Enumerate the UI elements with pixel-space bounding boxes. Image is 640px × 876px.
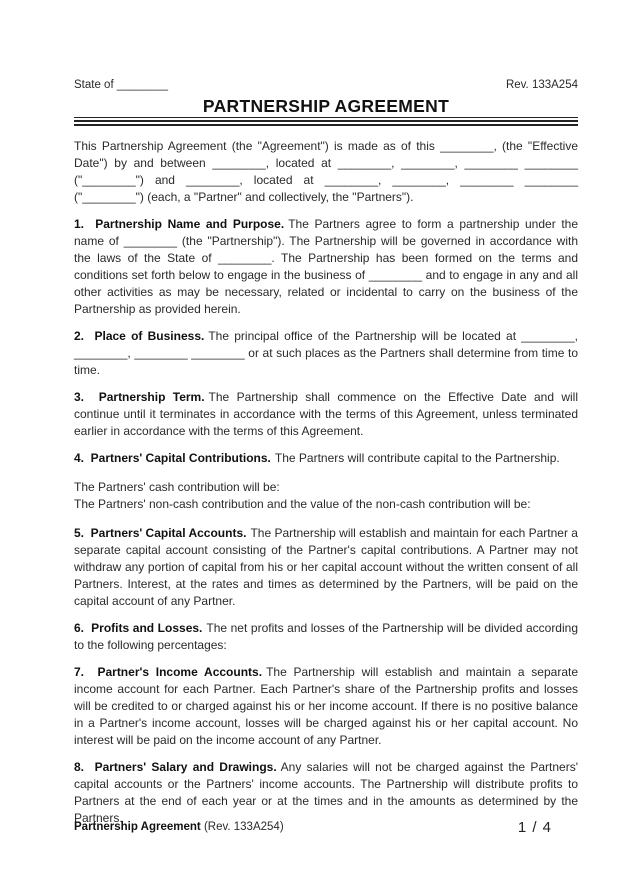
title-double-rule <box>74 120 578 126</box>
section-3-heading: 3. Partnership Term. <box>74 390 205 404</box>
section-7-partners-income-accounts <box>74 664 578 749</box>
section-6-profits-and-losses <box>74 620 578 654</box>
section-4-body: The Partners will contribute capital to the Partnership. <box>274 451 560 465</box>
section-1-partnership-name-and-purpose <box>74 216 578 318</box>
section-6-heading: 6. Profits and Losses. <box>74 621 203 635</box>
intro-paragraph: This Partnership Agreement (the "Agreement") is made as of this ________, (the "Effective Date") by and between ________, located at ________, ________, ________ ________ ("________") and ________, located at ________, ________, ________ ________ ("________") (each, a "Partner" and collectively, the "Partners"). <box>74 139 578 204</box>
section-2-place-of-business <box>74 328 578 379</box>
section-4-partners-capital-contributions <box>74 450 578 467</box>
footer-document-name: Partnership Agreement <box>74 821 201 833</box>
section-4-heading: 4. Partners' Capital Contributions. <box>74 451 271 465</box>
section-5-partners-capital-accounts <box>74 525 578 610</box>
section-8-partners-salary-and-drawings <box>74 759 578 827</box>
document-title: PARTNERSHIP AGREEMENT <box>74 97 578 118</box>
document-footer <box>74 820 578 835</box>
section-2-heading: 2. Place of Business. <box>74 329 205 343</box>
capital-contribution-lines <box>74 479 578 513</box>
footer-revision: (Rev. 133A254) <box>203 821 284 833</box>
revision-label: Rev. 133A254 <box>505 79 578 91</box>
section-1-body: The Partners agree to form a partnership under the name of ________ (the "Partnership"). The Partnership will be governed in accordance with the laws of the State of ________. The Partnership has been formed on the terms and conditions set forth below to engage in the business of ________ and to engage in any and all other activities as may be necessary, related or incidental to carry on the business of the Partnership as provided herein. <box>74 217 578 316</box>
section-3-partnership-term <box>74 389 578 440</box>
section-2-body: The principal office of the Partnership will be located at ________, ________, ________ ________ or at such places as the Partners shall determine from time to time. <box>74 329 579 377</box>
page-number: 1 / 4 <box>517 819 552 836</box>
section-8-body: Any salaries will not be charged against the Partners' capital accounts or the Partners' income accounts. The Partnership will distribute profits to Partners at the end of each year or at the times and in the amounts as determined by the Partners. <box>74 760 578 825</box>
section-7-body: The Partnership will establish and maintain a separate income account for each Partner. Each Partner's share of the Partnership profits and losses will be credited to or charged against his or her income account. If there is no positive balance in a Partner's income account, losses will be charged against his or her capital account. No interest will be paid on the income account of any Partner. <box>74 665 578 747</box>
section-5-body: The Partnership will establish and maintain for each Partner a separate capital account consisting of the Partner's capital contributions. A Partner may not withdraw any portion of capital from his or her capital account without the written consent of all Partners. Interest, at the rates and times as determined by the Partners, will be paid on the capital account of any Partner. <box>74 526 578 608</box>
section-3-body: The Partnership shall commence on the Effective Date and will continue until it terminates in accordance with the terms of this Agreement, unless terminated earlier in accordance with the terms of this Agreement. <box>74 390 579 438</box>
section-1-heading: 1. Partnership Name and Purpose. <box>74 217 285 231</box>
document-header <box>74 78 578 92</box>
section-7-heading: 7. Partner's Income Accounts. <box>74 665 263 679</box>
section-8-heading: 8. Partners' Salary and Drawings. <box>74 760 277 774</box>
section-5-heading: 5. Partners' Capital Accounts. <box>74 526 247 540</box>
cash-contribution-line: The Partners' cash contribution will be: <box>74 480 280 494</box>
state-of-field: State of ________ <box>74 79 168 91</box>
non-cash-contribution-line: The Partners' non-cash contribution and the value of the non-cash contribution will be: <box>74 497 531 511</box>
section-6-body: The net profits and losses of the Partnership will be divided according to the following percentages: <box>74 621 578 652</box>
footer-document-label <box>74 820 284 835</box>
